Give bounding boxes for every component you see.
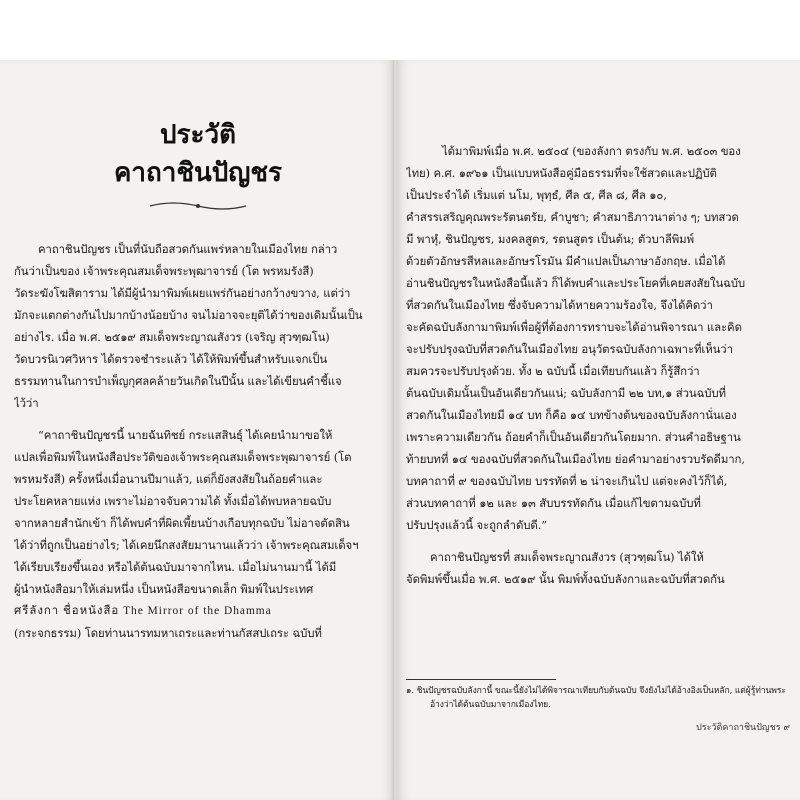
- right-page: [396, 60, 800, 800]
- right-line: ไทย) ค.ศ. ๑๙๖๑ เป็นแบบหนังสือคู่มือธรรมที่จะใช้สวดและปฏิบัติ: [406, 166, 717, 180]
- left-line: กันว่าเป็นของ เจ้าพระคุณสมเด็จพระพุฒาจารย์ (โต พรหมรังสี): [14, 264, 314, 278]
- quote-line: พรหมรังสี) ครั้งหนึ่งเมื่อนานปีมาแล้ว, แต่ก็ยังสงสัยในถ้อยคำและ: [14, 472, 323, 486]
- right-line: ด้วยตัวอักษรสีหลและอักษรโรมัน มีคำแปลเป็นภาษาอังกฤษ. เมื่อได้: [406, 254, 726, 268]
- right-line: จัดพิมพ์ขึ้นเมื่อ พ.ศ. ๒๕๑๙ นั้น พิมพ์ทั้งฉบับลังกาและฉบับที่สวดกัน: [406, 572, 725, 586]
- right-line: สวดกันในเมืองไทยมี ๑๔ บท ก็คือ ๑๔ บทข้างต้นของฉบับลังกานั่นเอง: [406, 408, 737, 422]
- left-line: วัดระฆังโฆสิตาราม ได้มีผู้นำมาพิมพ์เผยแพร่กันอย่างกว้างขวาง, แต่ว่า: [14, 286, 351, 300]
- quote-line: (กระจกธรรม) โดยท่านนารทมหาเถระและท่านกัสสปเถระ ฉบับที่: [14, 626, 322, 640]
- quote-line: ประโยคหลายแห่ง เพราะไม่อาจจับความได้ ทั้งเมื่อได้พบหลายฉบับ: [14, 494, 332, 508]
- right-line: คำสรรเสริญคุณพระรัตนตรัย, คำบูชา; คำสมาธิภาวนาต่าง ๆ; บทสวด: [406, 210, 739, 224]
- running-footer: ประวัติคาถาชินปัญชร ๙: [696, 723, 790, 733]
- quote-line: “คาถาชินปัญชรนี้ นายฉันทิชย์ กระแสสินธุ์ ได้เคยนำมาขอให้: [38, 428, 333, 442]
- right-line: ต้นฉบับเดิมนั้นเป็นอันเดียวกันแน่; ฉบับลังกามี ๒๒ บท,๑ ส่วนฉบับที่: [406, 386, 726, 400]
- right-line: อ่านชินปัญชรในหนังสือนี้แล้ว ก็ได้พบคำและประโยคที่เคยสงสัยในฉบับ: [406, 276, 746, 290]
- left-line: วัดบวรนิเวศวิหาร ได้ตรวจชำระแล้ว ได้ให้พิมพ์ขึ้นสำหรับแจกเป็น: [14, 352, 328, 366]
- footnote-rule: [406, 679, 556, 680]
- left-line: คาถาชินปัญชร เป็นที่นับถือสวดกันแพร่หลายในเมืองไทย กล่าว: [38, 242, 338, 256]
- left-line: ธรรมทานในการบำเพ็ญกุศลคล้ายวันเกิดในปีนั้น และได้เขียนคำชี้แจ: [14, 374, 342, 388]
- left-line: ไว้ว่า: [14, 396, 39, 410]
- right-line: ส่วนบทคาถาที่ ๑๒ และ ๑๓ สับบรรทัดกัน เมื่อแก้ไขตามฉบับที่: [406, 496, 701, 510]
- right-line: มี พาหุํ, ชินปัญชร, มงคลสูตร, รตนสูตร เป็นต้น; ตัวบาลีพิมพ์: [406, 232, 694, 246]
- right-line: ได้มาพิมพ์เมื่อ พ.ศ. ๒๕๐๔ (ของลังกา ตรงกับ พ.ศ. ๒๕๐๓ ของ: [442, 144, 741, 158]
- right-line: จะคัดฉบับลังกามาพิมพ์เพื่อผู้ที่ต้องการทราบจะได้อ่านพิจารณา และคิด: [406, 320, 742, 334]
- left-page: [0, 60, 396, 800]
- right-line: ปรับปรุงแล้วนี้ จะถูกลำดับดี.”: [406, 518, 547, 532]
- title-line-1: ประวัติ: [160, 120, 236, 150]
- right-line: เป็นประจำได้ เริ่มแต่ นโม, พุทฺธํ, ศีล ๕, ศีล ๘, ศีล ๑๐,: [406, 188, 667, 202]
- right-line: บทคาถาที่ ๙ ของฉบับไทย บรรทัดที่ ๒ น่าจะเกินไป แต่จะคงไว้ก็ได้,: [406, 474, 728, 488]
- title-line-2: คาถาชินปัญชร: [113, 158, 283, 188]
- right-line: คาถาชินปัญชรที่ สมเด็จพระญาณสังวร (สุวฑฺฒโน) ได้ให้: [430, 550, 704, 564]
- right-line: เพราะความเดียวกัน ถ้อยคำก็เป็นอันเดียวกันโดยมาก. ส่วนคำอธิษฐาน: [406, 430, 741, 444]
- ornament-icon: [148, 200, 248, 212]
- right-line: สมควรจะปรับปรุงด้วย. ทั้ง ๒ ฉบับนี้ เมื่อเทียบกันแล้ว ก็รู้สึกว่า: [406, 364, 700, 378]
- right-body: [406, 140, 786, 590]
- quote-line: จากหลายสำนักเข้า ก็ได้พบคำที่ผิดเพี้ยนบ้างเกือบทุกฉบับ ไม่อาจตัดสิน: [14, 516, 350, 530]
- left-line: อย่างไร. เมื่อ พ.ศ. ๒๕๑๙ สมเด็จพระญาณสังวร (เจริญ สุวฑฺฒโน): [14, 330, 330, 344]
- left-body: [14, 238, 386, 644]
- quote-line: ผู้นำหนังสือมาให้เล่มหนึ่ง เป็นหนังสือขนาดเล็ก พิมพ์ในประเทศ: [14, 582, 314, 596]
- quote-line: ได้เรียบเรียงขึ้นเอง หรือได้ต้นฉบับมาจากไหน. เมื่อไม่นานมานี้ ได้มี: [14, 560, 337, 574]
- right-line: ท้ายบทที่ ๑๔ ของฉบับที่สวดกันในเมืองไทย ย่อคำมาอย่างรวบรัดดีมาก,: [406, 452, 745, 466]
- left-line: มักจะแตกต่างกันไปมากบ้างน้อยบ้าง จนไม่อาจจะยุติได้ว่าของเดิมนั้นเป็น: [14, 308, 363, 322]
- quote-line: ได้ว่าที่ถูกเป็นอย่างไร; ได้เคยนึกสงสัยมานานแล้วว่า เจ้าพระคุณสมเด็จฯ: [14, 538, 359, 552]
- right-line: จะปรับปรุงฉบับที่สวดกันในเมืองไทย อนุวัตรฉบับลังกาเฉพาะที่เห็นว่า: [406, 342, 733, 356]
- right-line: ที่สวดกันในเมืองไทย ซึ่งจับความได้หายความร้องใจ, จึงได้คิดว่า: [406, 298, 713, 312]
- quote-line: ศรีลังกา ชื่อหนังสือ The Mirror of the Dhamma: [14, 605, 272, 617]
- footnotes: [406, 684, 790, 712]
- footnote-line: ๑. ชินปัญชรฉบับลังกานี้ ขณะนี้ยังไม่ได้พิจารณาเทียบกับต้นฉบับ จึงยังไม่ได้อ้างอิงเป็นหลัก, แต่ผู้รู้ท่านพระ: [406, 686, 786, 696]
- quote-line: แปลเพื่อพิมพ์ในหนังสือประวัติของเจ้าพระคุณสมเด็จพระพุฒาจารย์ (โต: [14, 450, 352, 464]
- footnote-line: อ้างว่าได้ต้นฉบับมาจากเมืองไทย.: [430, 700, 551, 710]
